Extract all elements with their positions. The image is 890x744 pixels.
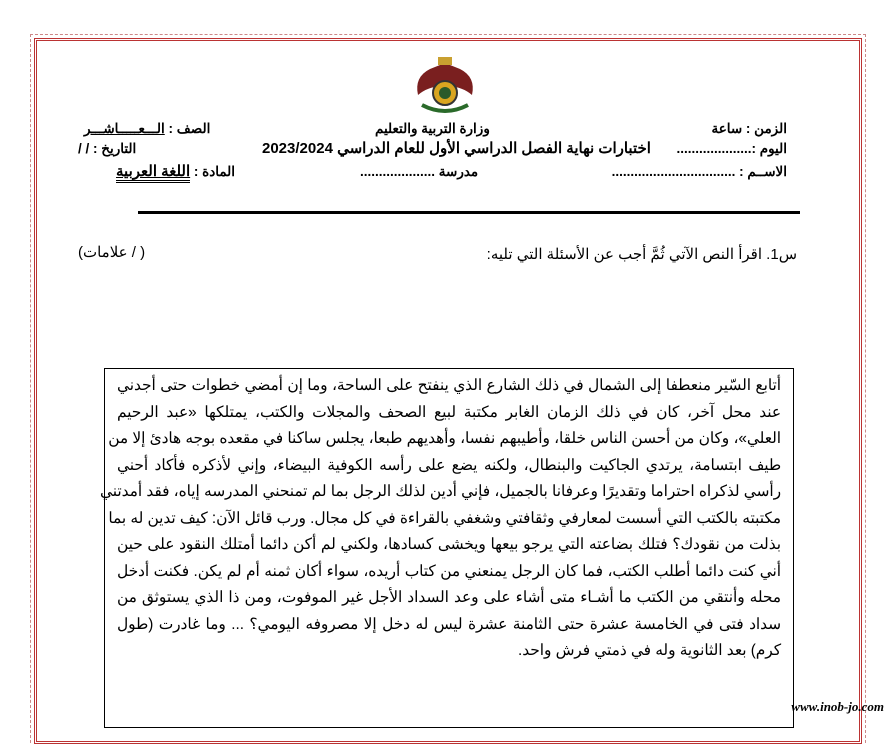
grade-field	[84, 121, 210, 137]
date-label: التاريخ : / /	[78, 141, 137, 156]
passage-line: مكتبته بالكتب التي أسست لمعارفي وثقافتي وشغفي بالقراءة في كل مجال. ورب قائل الآن: كيف تدين له بما	[108, 509, 781, 527]
passage-line: أني كنت دائما أطلب الكتب، فما كان الرجل يمنعني من كتاب أريده، سواء أكان ثمنه أم لم يكن. فكنت أدخل	[117, 562, 781, 580]
passage-line: طيف ابتسامة، يرتدي الجاكيت والبنطال، ولكنه يضع على رأسه الكوفية البيضاء، وإني لأذكره فأكاد أحني	[117, 456, 781, 474]
subject-field	[116, 162, 235, 180]
passage-line: العلي»، وكان من أحسن الناس خلقا، وأطيبهم نفسا، وأهديهم طبعا، يجلس ساكنا في مقعده بوجه هادئ إلا من	[108, 430, 781, 447]
reading-passage	[99, 368, 794, 728]
website-watermark: www.inob-jo.com	[791, 699, 884, 714]
question-1-text: س1. اقرأ النص الآتي ثُمَّ أجب عن الأسئلة التي تليه:	[486, 246, 797, 263]
school-label: مدرسة ....................	[360, 164, 479, 179]
subject-label: المادة :	[193, 164, 236, 179]
jordan-emblem-icon	[410, 55, 480, 117]
question-1-marks: ( / علامات)	[78, 244, 146, 261]
passage-line: سداد فتى في الخامسة عشرة حتى الثامنة عشرة ليس له دخل إلا مصروفه اليومي؟ ... وما غادرت (طول	[117, 615, 781, 633]
student-name-label: الاســم : .................................	[611, 164, 787, 179]
grade-value: الـــعـــــاشـــر	[84, 121, 165, 136]
passage-line: أتابع السّير منعطفا إلى الشمال في ذلك الشارع الذي ينفتح على الساحة، وما إن أمضي خطوات حتى أجدني	[117, 377, 781, 394]
time-label: الزمن : ساعة	[711, 121, 787, 136]
passage-line: كرم) بعد الثانوية وله في ذمتي فرش واحد.	[518, 642, 781, 659]
exam-title: اختبارات نهاية الفصل الدراسي الأول للعام الدراسي 2023/2024	[262, 140, 651, 157]
passage-line: بذلت من نقودك؟ فتلك بضاعته التي يرجو بيعها ويخشى كسادها، ولكني لم أكن دائما أمتلك النقود على حين	[117, 536, 781, 553]
grade-label: الصف :	[168, 121, 211, 136]
passage-line: عند محل آخر، كان في ذلك الزمان الغابر مكتبة لبيع الصحف والمجلات والكتب، يمتلكها «عبد الرحيم	[117, 403, 781, 421]
passage-line: رأسي لذكراه احتراما وتقديرًا وعرفانا بالجميل، فإني أدين لذلك الرجل بما لم تمنحني المدرسه إياه، فقد أمدتني	[99, 483, 781, 500]
day-label: اليوم :....................	[676, 141, 787, 156]
passage-line: محله وأنتقي من الكتب ما أشـاء متى أشاء على وعد السداد الأجل غير الموفوت، ومن ذا الذي يستوثق من	[117, 589, 781, 606]
header-divider	[138, 211, 800, 214]
subject-value: اللغة العربية	[116, 163, 190, 183]
ministry-name: وزارة التربية والتعليم	[375, 121, 490, 136]
